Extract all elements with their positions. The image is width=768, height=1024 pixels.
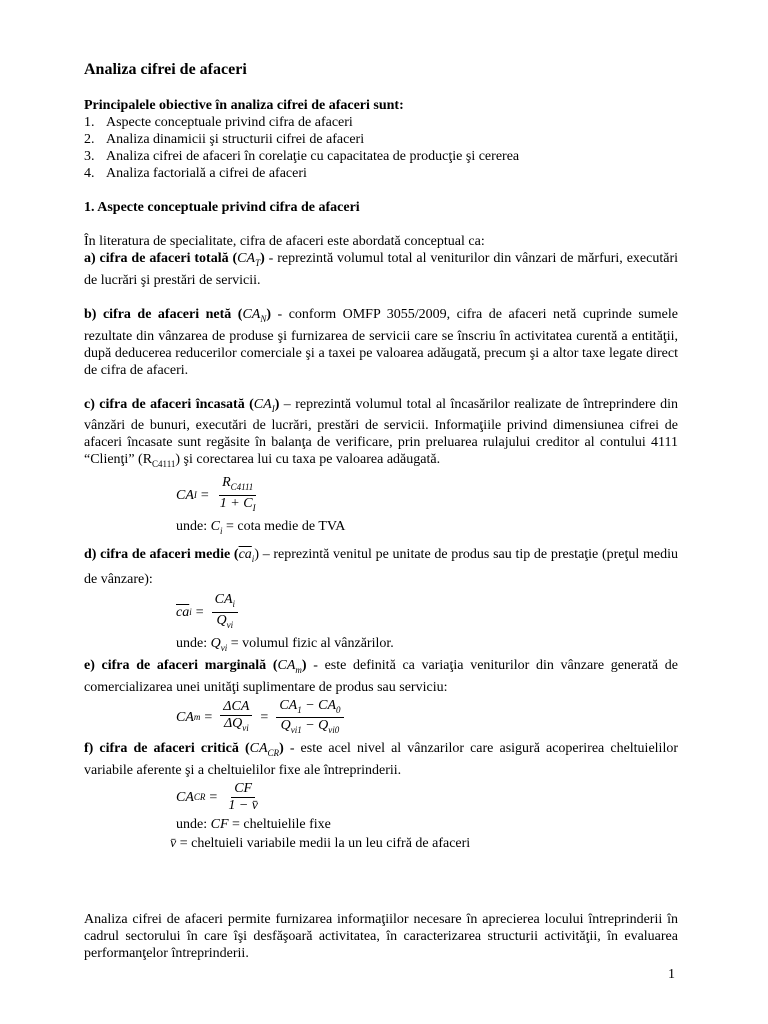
formula-legend: unde: $Q_{vi}$ = volumul fizic al vânzărilor. <box>176 635 394 653</box>
definition-a: a) cifra de afaceri totală $(CA_T)$ - reprezintă volumul total al veniturilor din vânzari de mărfuri, executări de lucrări şi prestări de servicii. <box>84 251 678 288</box>
formula-legend: unde: $C_i = \cot a$ medie de TVA <box>176 518 346 536</box>
list-item: 1. Aspecte conceptuale privind cifra de afaceri <box>84 115 353 130</box>
formula-ca-marginala: CA m = $\frac{\text{ΔCA}}{\Delta Q_{vi}}$ = $\frac{CA_1 - CA_0}{Q_{vi1} - Q_{vi0}}$ <box>176 698 678 739</box>
section-heading: 1. Aspecte conceptuale privind cifra de afaceri <box>84 200 360 215</box>
list-item: 3. Analiza cifrei de afaceri în corelaţie cu capacitatea de producţie şi cererea <box>84 149 520 164</box>
list-item: 2. Analiza dinamicii şi structurii cifrei de afaceri <box>84 132 365 147</box>
section-intro: În literatura de specialitate, cifra de afaceri este abordată conceptual ca: <box>84 234 485 249</box>
formula-ca-medie: $\overline{ca}$ i = $\frac{CA_i}{Q_{vi}}$ <box>176 592 678 633</box>
formula-ca-incasata: CA I = $\frac{R_{C4111}}{1 + C_I}$ <box>176 475 256 513</box>
definition-d: d) cifra de afaceri medie $(\overline{ca}_i)$ – reprezintă venitul pe unitate de produs sau tip de prestaţie (preţul mediu de vânzare): <box>84 546 678 588</box>
formula-ca-critica: CA CR = $\frac{CF}{1 - v̄}$ <box>176 780 258 813</box>
definition-e: e) cifra de afaceri marginală $(CA_m)$ - este definită ca variaţia veniturilor din vânzare generată de comercializarea unei unităţi suplimentare de produs sau serviciu: <box>84 657 678 695</box>
document-page <box>84 60 678 962</box>
objectives-heading: Principalele obiective în analiza cifrei de afaceri sunt: <box>84 98 404 113</box>
formula-legend: v̄ = cheltuieli variabile medii la un leu cifră de afaceri <box>170 835 471 851</box>
objectives-list <box>84 114 678 182</box>
closing-paragraph: Analiza cifrei de afaceri permite furnizarea informaţiilor necesare în aprecierea locului întreprinderii în cadrul sectorului în care îşi desfăşoară activitatea, în caracterizarea structurii activităţii, în evaluarea performanţelor întreprinderii. <box>84 911 678 961</box>
list-item: 4. Analiza factorială a cifrei de afaceri <box>84 166 307 181</box>
formula-legend: unde: CF = cheltuielile fixe <box>176 816 331 832</box>
page-number: 1 <box>668 967 675 982</box>
page-title: Analiza cifrei de afaceri <box>84 61 247 78</box>
definition-f: f) cifra de afaceri critică $(CA_{CR})$ - este acel nivel al vânzarilor care asigură acoperirea cheltuielilor variabile aferente şi a cheltuielilor fixe ale întreprinderii. <box>84 741 678 778</box>
definition-b: b) cifra de afaceri netă $(CA_N)$ - conform OMFP 3055/2009, cifra de afaceri netă cuprinde sumele rezultate din vânzarea de produse şi furnizarea de servicii care se înscriu în activitatea curentă a entităţii, după deducerea reducerilor comerciale şi a taxei pe valoarea adăugată, precum şi a altor taxe legate direct de cifra de afaceri. <box>84 306 678 378</box>
definition-c: c) cifra de afaceri încasată $(CA_I)$ – reprezintă volumul total al încasărilor realizate de întreprindere din vânzări de bunuri, executări de lucrări, prestări de servicii. Informaţiile privind dimensiunea cifrei de afaceri încasate sunt regăsite în balanţa de verificare, prin preluarea rulajului creditor al contului 4111 “Clienţi” $(R_{C4111})$ şi corectarea lui cu taxa pe valoarea adăugată. <box>84 396 679 470</box>
